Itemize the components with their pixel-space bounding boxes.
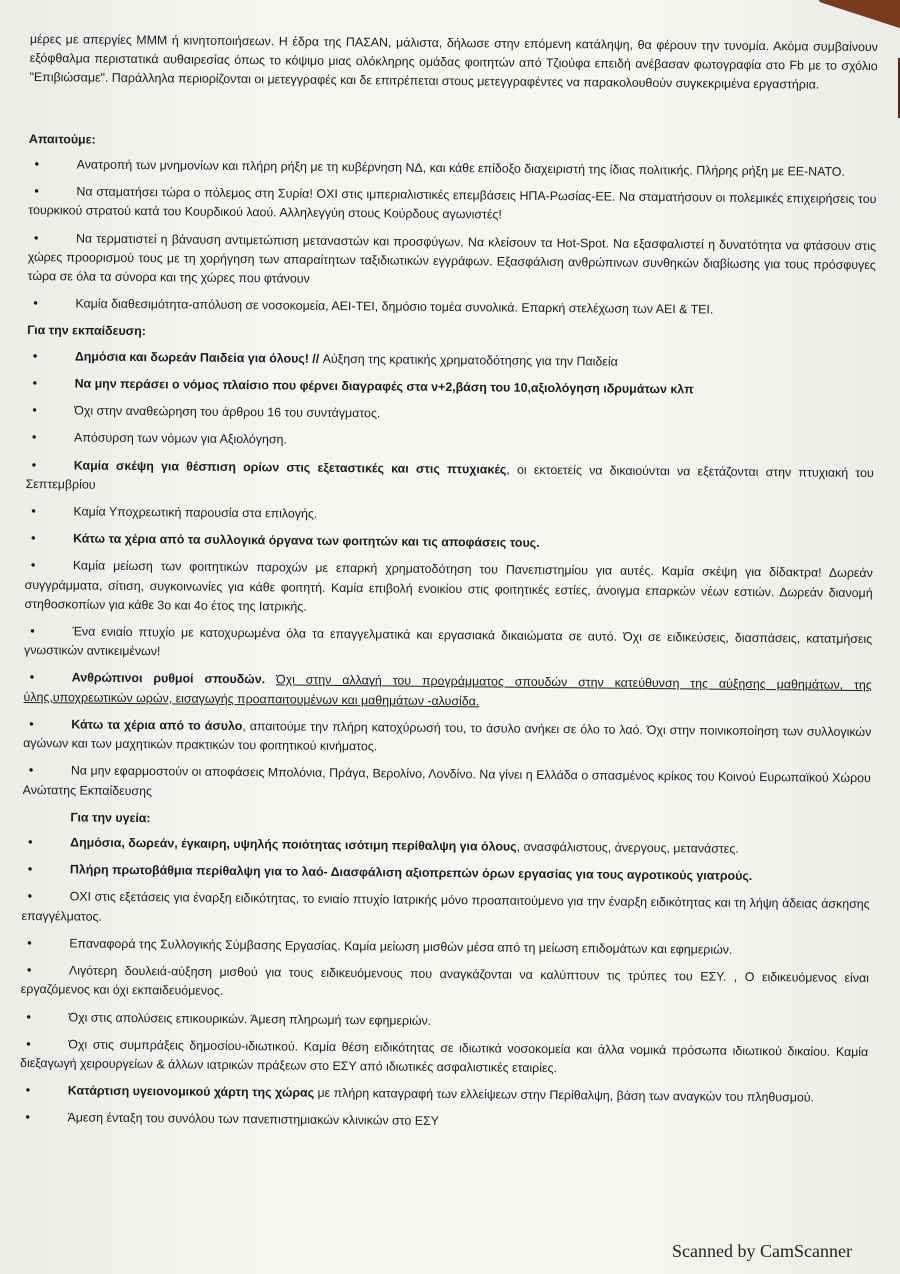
education-demand-5-rest: , οι εκτοετείς να δικαιούνται να εξετάζονται στην πτυχιακή του Σεπτεμβρίου <box>25 462 874 492</box>
education-demand-11-bold: Κάτω τα χέρια από το άσυλο <box>71 717 243 733</box>
general-demand-4: • Καμία διαθεσιμότητα-απόλυση σε νοσοκομεία, ΑΕΙ-ΤΕΙ, δημόσιο τομέα συνολικά. Επαρκή στελέχωση των ΑΕΙ & ΤΕΙ. <box>27 294 875 321</box>
general-demand-1: • Ανατροπή των μνημονίων και πλήρη ρήξη με τη κυβέρνηση ΝΔ, και κάθε επίδοξο διαχειριστή της ίδιας πολιτικής. Πλήρης ρήξη με ΕΕ-ΝΑΤΟ. <box>29 155 877 182</box>
general-demand-2: • Να σταματήσει τώρα ο πόλεμος στη Συρία! ΟΧΙ στις ιμπεριαλιστικές επεμβάσεις ΗΠΑ-Ρωσίας-ΕΕ. Να σταματήσουν οι πολεμικές επιχειρήσεις του τουρκικού στρατού κατά του Κουρδικού λαού. Αλληλεγγύη στους Κούρδους αγωνιστές! <box>28 182 876 229</box>
health-demand-7: • Όχι στις συμπράξεις δημοσίου-ιδιωτικού. Καμία θέση ειδικότητας σε ιδιωτικά νοσοκομεία και άλλα νομικά πρόσωπα ιδιωτικού δικαίου. Καμία διεξαγωγή χειρουργείων & άλλων ιατρικών πράξεων στο ΕΣΥ από ιδιωτικές ασφαλιστικές εταιρίες. <box>20 1035 868 1082</box>
document-body <box>19 30 878 1144</box>
education-demand-5-bold: Καμία σκέψη για θέσπιση ορίων στις εξεταστικές και στις πτυχιακές <box>73 457 507 477</box>
education-demand-8: • Καμία μείωση των φοιτητικών παροχών με επαρκή χρηματοδότηση του Πανεπιστημίου για αυτές. Καμία σκέψη για δίδακτρα! Δωρεάν συγγράμματα, σίτιση, συγκοινωνίες για κάθε φοιτητή. Καμία επιβολή ενοικίου στις φοιτητικές εστίες, άνοιγμα επαρκών νέων εστιών. Δωρεάν διανομή στηθοσκοπίων για κάθε 3ο και 4ο έτος της Ιατρικής. <box>24 556 873 622</box>
health-demand-9 <box>20 1081 868 1108</box>
health-demand-9-bold: Κατάρτιση υγειονομικού χάρτη της χώρας <box>67 1083 315 1100</box>
education-demand-9: • Ένα ενιαίο πτυχίο με κατοχυρωμένα όλα τα επαγγελματικά και εργασιακά δικαιώματα σε αυτό. Όχι σε ειδικεύσεις, διασπάσεις, κατατμήσεις γνωστικών αντικειμένων! <box>24 622 872 669</box>
education-demand-7: • Κάτω τα χέρια από τα συλλογικά όργανα των φοιτητών και τις αποφάσεις τους. <box>25 529 873 556</box>
health-demand-6: • Όχι στις απολύσεις επικουρικών. Άμεση πληρωμή των εφημεριών. <box>20 1007 868 1034</box>
education-demand-3: • Όχι στην αναθεώρηση του άρθρου 16 του συντάγματος. <box>26 401 874 428</box>
intro-paragraph: μέρες με απεργίες ΜΜΜ ή κινητοποιήσεων. Η έδρα της ΠΑΣΑΝ, μάλιστα, δήλωσε στην επόμενη κατάληψη, θα φέρουν την τυνομία. Ακόμα συμβαίνουν εξόφθαλμα περιστατικά αυθαιρεσίας όπως το κόψιμο μιας ολόκληρης ομάδας φοιτητών από Τζιούφα επειδή ανέβασαν φωτογραφία στο Fb με το σχόλιο "Επιβιώσαμε". Παράλληλα περιορίζονται οι μετεγγραφές και δε επιτρέπεται στους μετεγγραφέντες να παρακολουθούν συγκεκριμένα εργαστήρια. <box>29 31 878 93</box>
scanner-watermark: Scanned by CamScanner <box>672 1241 852 1261</box>
health-demand-3 <box>21 887 869 934</box>
education-demand-10-bold: Ανθρώπινοι ρυθμοί σπουδών. <box>71 670 266 687</box>
health-demand-1-rest: , ανασφάλιστους, άνεργους, μετανάστες. <box>516 839 739 856</box>
education-demand-10 <box>24 668 872 715</box>
health-heading: Για την υγεία: <box>70 810 151 825</box>
education-heading: Για την εκπαίδευση: <box>27 323 146 339</box>
health-demand-2: • Πλήρη πρωτοβάθμια περίθαλψη για το λαό- Διασφάλιση αξιοπρεπών όρων εργασίας για τους αγροτικούς γιατρούς. <box>22 860 870 887</box>
education-demand-12: • Να μην εφαρμοστούν οι αποφάσεις Μπολόνια, Πράγα, Βερολίνο, Λονδίνο. Να γίνει η Ελλάδα ο σπασμένος κρίκος του Κοινού Ευρωπαϊκού Χώρου Ανώτατης Εκπαίδευσης <box>23 761 871 808</box>
education-demand-5 <box>26 455 874 502</box>
education-demand-6: • Καμία Υποχρεωτική παρουσία στα επιλογής. <box>25 502 873 529</box>
education-demand-11 <box>23 715 871 762</box>
health-demand-1 <box>22 833 870 860</box>
health-demand-1-bold: Δημόσια, δωρεάν, έγκαιρη, υψηλής ποιότητας ισότιμη περίθαλψη για όλους <box>70 835 517 854</box>
health-demand-10: • Άμεση ένταξη του συνόλου των πανεπιστημιακών κλινικών στο ΕΣΥ <box>19 1108 867 1135</box>
education-demand-10-underlined: Όχι στην αλλαγή του προγράμματος σπουδών στην κατεύθυνση της αύξησης μαθημάτων, της ύλης,υποχρεωτικών ωρών, εισαγωγής προαπαιτουμένων και μαθημάτων -αλυσίδα. <box>23 672 872 709</box>
demands-heading: Απαιτούμε: <box>28 131 96 147</box>
health-demand-9-rest: με πλήρη καταγραφή των ελλείψεων στην Περίθαλψη, βάση των αναγκών του πληθυσμού. <box>314 1085 815 1105</box>
health-demand-3-pre: ΟΧΙ στις εξετάσεις για έναρξη ειδικότητας, το ενιαίο πτυχίο Ιατρικής μόνο προαπαιτούμενο για την έναρξη ειδικότητας και τη λήψη άδειας άσκησης επαγγέλματος. <box>21 889 870 924</box>
education-demand-11-rest: , απαιτούμε την πλήρη κατοχύρωσή του, το άσυλο ανήκει σε όλο το λαό. Όχι στην ποινικοποίηση των συλλογικών αγώνων και των μαχητικών πρακτικών του φοιτητικού κινήματος. <box>23 718 872 754</box>
education-demand-2: • Να μην περάσει ο νόμος πλαίσιο που φέρνει διαγραφές στα ν+2,βάση του 10,αξιολόγηση ιδρυμάτων κλπ <box>27 374 875 401</box>
health-demand-5: • Λιγότερη δουλειά-αύξηση μισθού για τους ειδικευόμενους που αναγκάζονται να καλύπτουν τις τρύπες του ΕΣΥ. , Ο ειδικευόμενος είναι εργαζόμενος και όχι εκπαιδευόμενος. <box>21 961 869 1008</box>
general-demand-3: • Να τερματιστεί η βάναυση αντιμετώπιση μεταναστών και προσφύγων. Να κλείσουν τα Hot-Spot. Να εξασφαλιστεί η δυνατότητα να φτάσουν στις χώρες προορισμού τους με τη χορήγηση των απαραίτητων ταξιδιωτικών εγγράφων. Εξασφάλιση ανθρώπινων συνθηκών διαβίωσης για τους πρόσφυγες τώρα σε όλα τα σύνορα και της χώρες που φτάνουν <box>28 229 877 295</box>
education-demand-1-rest: Αύξηση της κρατικής χρηματοδότησης για την Παιδεία <box>322 351 618 369</box>
page-corner-decoration <box>818 0 900 29</box>
education-demand-4: • Απόσυρση των νόμων για Αξιολόγηση. <box>26 428 874 455</box>
education-demand-1-bold: Δημόσια και δωρεάν Παιδεία για όλους! // <box>74 349 320 366</box>
health-demand-4: • Επαναφορά της Συλλογικής Σύμβασης Εργασίας. Καμία μείωση μισθών μέσα από τη μείωση επιδομάτων και εφημεριών. <box>21 934 869 961</box>
education-demand-1 <box>27 347 875 374</box>
